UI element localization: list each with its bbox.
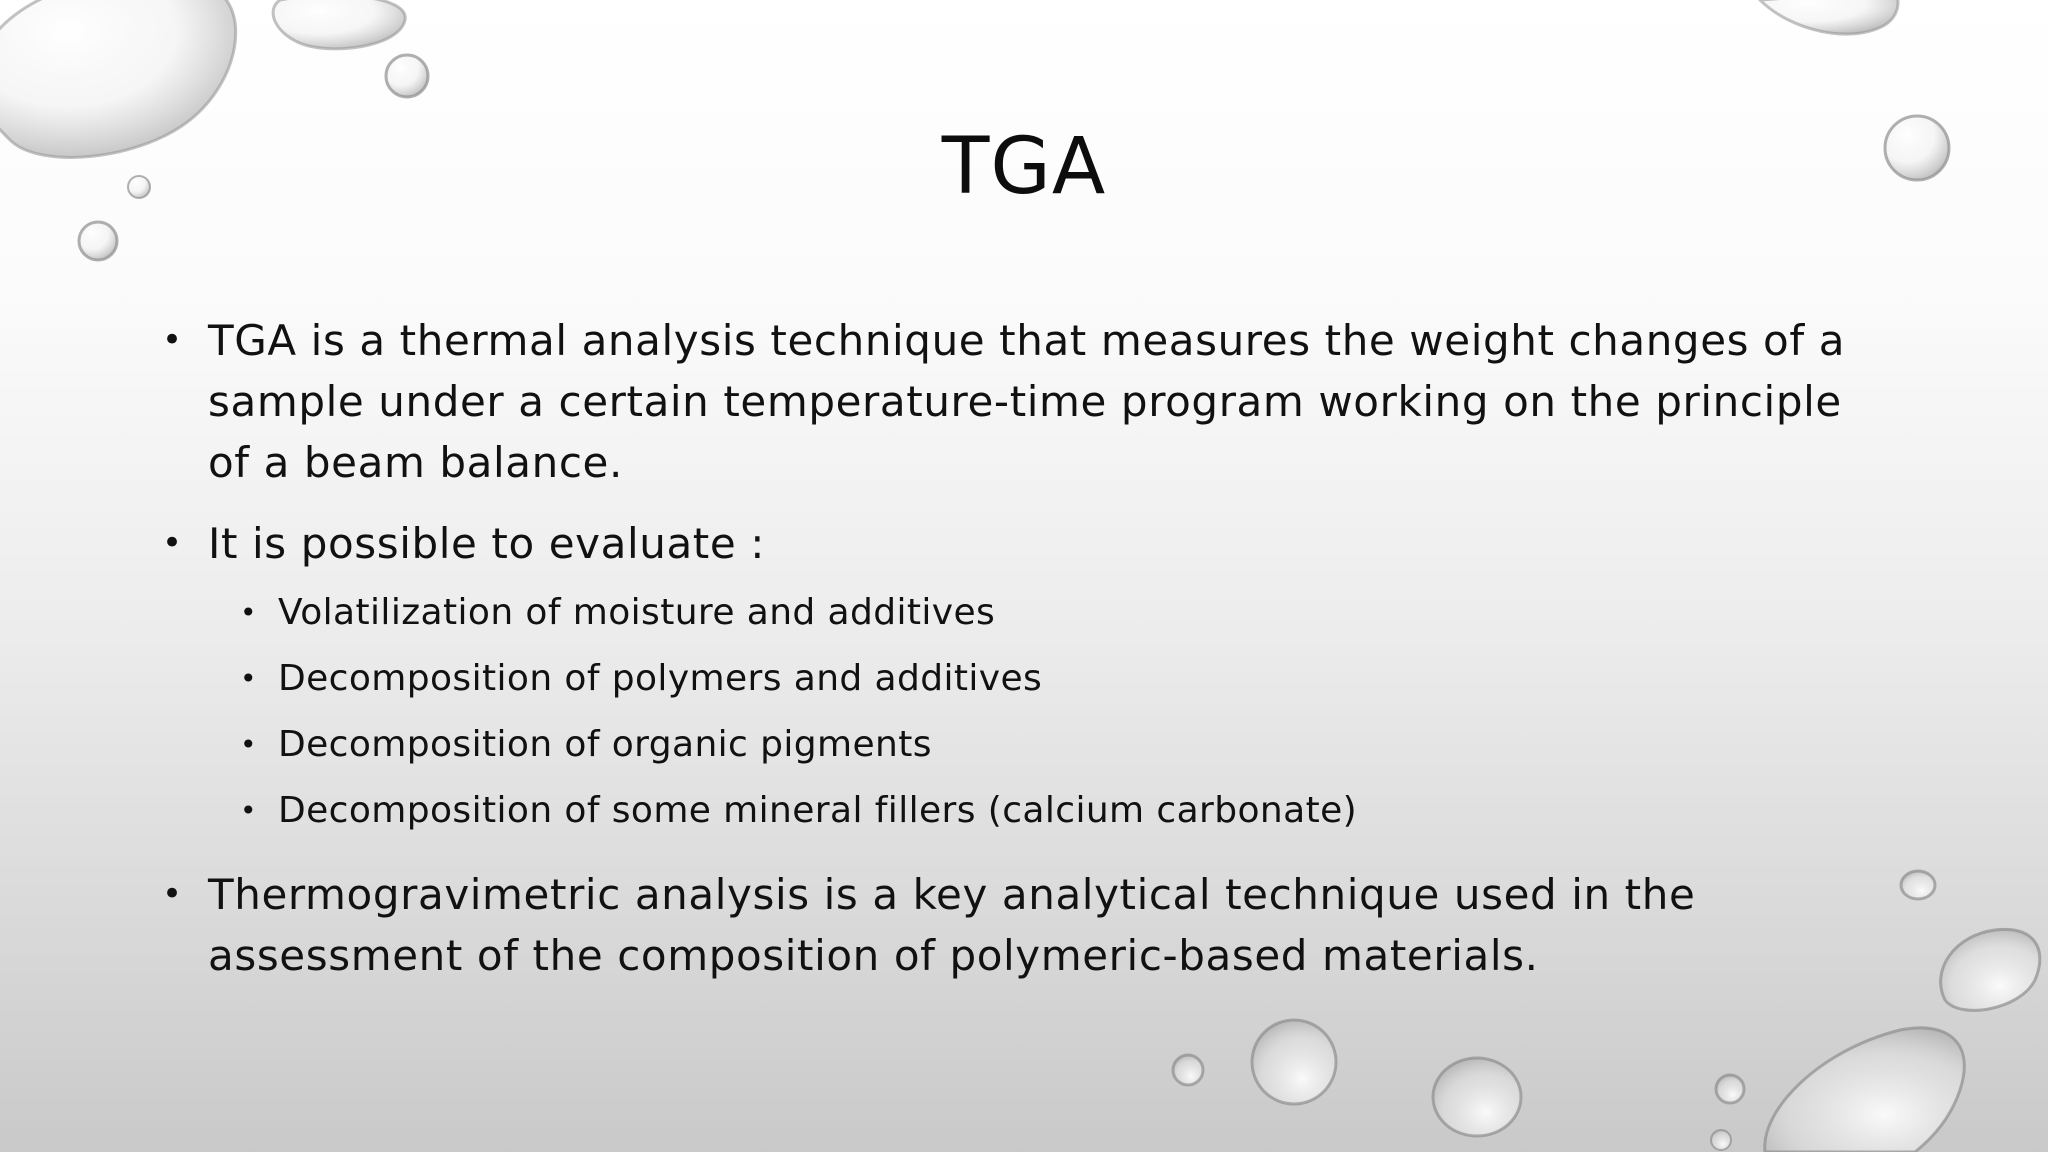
sub-bullet-item (240, 712, 1882, 778)
sub-bullet-item (240, 646, 1882, 712)
sub-bullet-item (240, 778, 1882, 844)
sub-bullet-dot: • (240, 596, 257, 629)
droplet-shape (1252, 1020, 1336, 1104)
bullet-item (162, 513, 1882, 844)
bullet-text: Thermogravimetric analysis is a key analytical technique used in the assessment of the composition of polymeric-based materials. (208, 870, 1696, 980)
droplet-shape (386, 55, 428, 97)
droplet-shape (1760, 0, 1898, 34)
sub-bullet-text: Decomposition of some mineral fillers (calcium carbonate) (278, 790, 1358, 831)
bullet-item (162, 310, 1882, 493)
droplet-shape (79, 222, 117, 260)
droplet-shape (273, 0, 405, 49)
droplet-shape (1173, 1055, 1203, 1085)
droplet-shape (1433, 1058, 1521, 1136)
sub-bullet-text: Volatilization of moisture and additives (278, 592, 996, 633)
droplet-shape (1765, 1028, 1965, 1152)
sub-bullet-text: Decomposition of polymers and additives (278, 658, 1043, 699)
sub-bullet-text: Decomposition of organic pigments (278, 724, 932, 765)
bullet-list (162, 310, 1882, 1006)
bullet-dot: • (162, 523, 183, 563)
bullet-text: It is possible to evaluate : (208, 519, 765, 568)
sub-bullet-item (240, 580, 1882, 646)
droplet-shape (1711, 1130, 1731, 1150)
droplet-shape (1941, 929, 2040, 1010)
bullet-dot: • (162, 874, 183, 914)
bullet-item (162, 864, 1882, 986)
sub-bullet-dot: • (240, 662, 257, 695)
droplet-shape (1901, 871, 1935, 899)
sub-bullet-dot: • (240, 794, 257, 827)
bullet-dot: • (162, 320, 183, 360)
sub-bullet-list (208, 580, 1882, 844)
droplet-shape (1716, 1075, 1744, 1103)
sub-bullet-dot: • (240, 728, 257, 761)
slide-title: TGA (941, 122, 1107, 212)
bullet-text: TGA is a thermal analysis technique that measures the weight changes of a sample under a certain temperature-time program working on the principle of a beam balance. (208, 316, 1846, 487)
